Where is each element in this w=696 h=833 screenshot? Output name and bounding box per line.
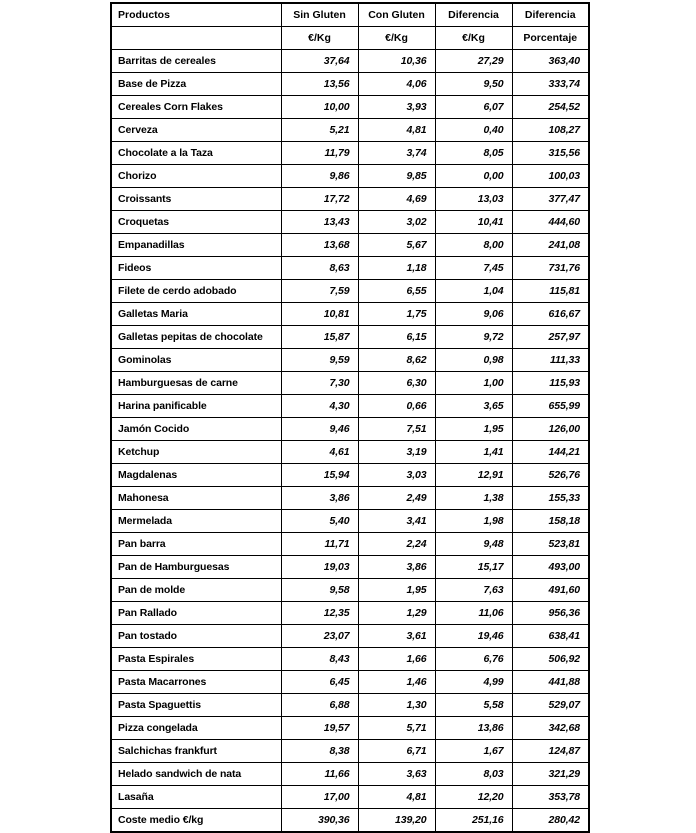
value-cell: 3,61	[358, 625, 435, 648]
table-row	[111, 763, 589, 786]
product-name-cell: Harina panificable	[111, 395, 281, 418]
value-cell: 144,21	[512, 441, 589, 464]
value-cell: 616,67	[512, 303, 589, 326]
value-cell: 124,87	[512, 740, 589, 763]
value-cell: 111,33	[512, 349, 589, 372]
value-cell: 108,27	[512, 119, 589, 142]
value-cell: 638,41	[512, 625, 589, 648]
value-cell: 0,00	[435, 165, 512, 188]
value-cell: 280,42	[512, 809, 589, 833]
value-cell: 6,07	[435, 96, 512, 119]
value-cell: 17,00	[281, 786, 358, 809]
value-cell: 9,72	[435, 326, 512, 349]
column-header-value: €/Kg	[281, 27, 358, 50]
table-total-row	[111, 809, 589, 833]
value-cell: 4,81	[358, 119, 435, 142]
table-row	[111, 257, 589, 280]
value-cell: 0,98	[435, 349, 512, 372]
product-name-cell: Magdalenas	[111, 464, 281, 487]
table-row	[111, 142, 589, 165]
value-cell: 4,61	[281, 441, 358, 464]
value-cell: 1,41	[435, 441, 512, 464]
value-cell: 0,66	[358, 395, 435, 418]
table-row	[111, 372, 589, 395]
value-cell: 4,06	[358, 73, 435, 96]
value-cell: 342,68	[512, 717, 589, 740]
table-row	[111, 464, 589, 487]
value-cell: 13,86	[435, 717, 512, 740]
table-header-row	[111, 3, 589, 27]
product-name-cell: Pan de molde	[111, 579, 281, 602]
value-cell: 3,19	[358, 441, 435, 464]
value-cell: 363,40	[512, 50, 589, 73]
value-cell: 6,15	[358, 326, 435, 349]
value-cell: 390,36	[281, 809, 358, 833]
value-cell: 1,04	[435, 280, 512, 303]
table-header-row	[111, 27, 589, 50]
value-cell: 27,29	[435, 50, 512, 73]
value-cell: 12,35	[281, 602, 358, 625]
table-row	[111, 73, 589, 96]
value-cell: 10,00	[281, 96, 358, 119]
product-name-cell: Pan Rallado	[111, 602, 281, 625]
value-cell: 523,81	[512, 533, 589, 556]
value-cell: 493,00	[512, 556, 589, 579]
value-cell: 5,71	[358, 717, 435, 740]
value-cell: 6,30	[358, 372, 435, 395]
value-cell: 1,30	[358, 694, 435, 717]
table-body	[111, 50, 589, 833]
table-row	[111, 671, 589, 694]
value-cell: 11,66	[281, 763, 358, 786]
value-cell: 10,81	[281, 303, 358, 326]
product-name-cell: Base de Pizza	[111, 73, 281, 96]
value-cell: 7,63	[435, 579, 512, 602]
value-cell: 9,48	[435, 533, 512, 556]
value-cell: 15,17	[435, 556, 512, 579]
product-name-cell: Cerveza	[111, 119, 281, 142]
value-cell: 956,36	[512, 602, 589, 625]
value-cell: 506,92	[512, 648, 589, 671]
value-cell: 6,88	[281, 694, 358, 717]
value-cell: 115,81	[512, 280, 589, 303]
value-cell: 9,46	[281, 418, 358, 441]
value-cell: 8,03	[435, 763, 512, 786]
table-head	[111, 3, 589, 50]
product-name-cell: Pasta Spaguettis	[111, 694, 281, 717]
column-header-value: Porcentaje	[512, 27, 589, 50]
table-row	[111, 96, 589, 119]
table-row	[111, 326, 589, 349]
product-name-cell: Pasta Macarrones	[111, 671, 281, 694]
value-cell: 12,20	[435, 786, 512, 809]
product-name-cell: Galletas Maria	[111, 303, 281, 326]
value-cell: 5,67	[358, 234, 435, 257]
value-cell: 3,41	[358, 510, 435, 533]
value-cell: 155,33	[512, 487, 589, 510]
value-cell: 13,56	[281, 73, 358, 96]
value-cell: 15,87	[281, 326, 358, 349]
value-cell: 5,21	[281, 119, 358, 142]
value-cell: 19,57	[281, 717, 358, 740]
value-cell: 8,43	[281, 648, 358, 671]
value-cell: 37,64	[281, 50, 358, 73]
value-cell: 241,08	[512, 234, 589, 257]
value-cell: 4,30	[281, 395, 358, 418]
value-cell: 7,45	[435, 257, 512, 280]
product-name-cell: Mahonesa	[111, 487, 281, 510]
value-cell: 9,50	[435, 73, 512, 96]
product-name-cell: Gominolas	[111, 349, 281, 372]
value-cell: 11,79	[281, 142, 358, 165]
value-cell: 7,51	[358, 418, 435, 441]
product-name-cell: Cereales Corn Flakes	[111, 96, 281, 119]
value-cell: 3,65	[435, 395, 512, 418]
value-cell: 8,38	[281, 740, 358, 763]
value-cell: 6,55	[358, 280, 435, 303]
column-header-value: Sin Gluten	[281, 3, 358, 27]
product-name-cell: Fideos	[111, 257, 281, 280]
value-cell: 12,91	[435, 464, 512, 487]
value-cell: 257,97	[512, 326, 589, 349]
value-cell: 2,49	[358, 487, 435, 510]
value-cell: 7,30	[281, 372, 358, 395]
value-cell: 15,94	[281, 464, 358, 487]
table-row	[111, 648, 589, 671]
value-cell: 17,72	[281, 188, 358, 211]
value-cell: 3,74	[358, 142, 435, 165]
product-name-cell: Chocolate a la Taza	[111, 142, 281, 165]
product-name-cell: Pasta Espirales	[111, 648, 281, 671]
product-name-cell: Pan de Hamburguesas	[111, 556, 281, 579]
value-cell: 1,18	[358, 257, 435, 280]
value-cell: 321,29	[512, 763, 589, 786]
table-row	[111, 349, 589, 372]
table-row	[111, 50, 589, 73]
value-cell: 11,71	[281, 533, 358, 556]
column-header-value: Diferencia	[435, 3, 512, 27]
table-row	[111, 556, 589, 579]
product-name-cell: Chorizo	[111, 165, 281, 188]
column-header-value: €/Kg	[358, 27, 435, 50]
value-cell: 6,45	[281, 671, 358, 694]
value-cell: 333,74	[512, 73, 589, 96]
column-header-products	[111, 27, 281, 50]
table-row	[111, 717, 589, 740]
table-row	[111, 579, 589, 602]
table-row	[111, 211, 589, 234]
column-header-value: €/Kg	[435, 27, 512, 50]
table-row	[111, 119, 589, 142]
product-name-cell: Coste medio €/kg	[111, 809, 281, 833]
table-row	[111, 188, 589, 211]
value-cell: 377,47	[512, 188, 589, 211]
product-name-cell: Pan tostado	[111, 625, 281, 648]
table-row	[111, 280, 589, 303]
value-cell: 23,07	[281, 625, 358, 648]
table-row	[111, 395, 589, 418]
value-cell: 1,67	[435, 740, 512, 763]
gluten-price-comparison-table	[110, 2, 590, 833]
value-cell: 1,29	[358, 602, 435, 625]
product-name-cell: Hamburguesas de carne	[111, 372, 281, 395]
value-cell: 6,76	[435, 648, 512, 671]
value-cell: 251,16	[435, 809, 512, 833]
value-cell: 10,41	[435, 211, 512, 234]
product-name-cell: Helado sandwich de nata	[111, 763, 281, 786]
table-row	[111, 487, 589, 510]
value-cell: 9,85	[358, 165, 435, 188]
table-row	[111, 234, 589, 257]
value-cell: 115,93	[512, 372, 589, 395]
product-name-cell: Croissants	[111, 188, 281, 211]
price-comparison-table-container	[110, 2, 588, 833]
value-cell: 1,46	[358, 671, 435, 694]
value-cell: 3,86	[358, 556, 435, 579]
value-cell: 353,78	[512, 786, 589, 809]
value-cell: 1,95	[358, 579, 435, 602]
value-cell: 11,06	[435, 602, 512, 625]
value-cell: 13,43	[281, 211, 358, 234]
value-cell: 1,75	[358, 303, 435, 326]
value-cell: 731,76	[512, 257, 589, 280]
value-cell: 8,62	[358, 349, 435, 372]
table-row	[111, 533, 589, 556]
table-row	[111, 303, 589, 326]
value-cell: 6,71	[358, 740, 435, 763]
table-row	[111, 418, 589, 441]
column-header-value: Con Gluten	[358, 3, 435, 27]
value-cell: 5,40	[281, 510, 358, 533]
value-cell: 444,60	[512, 211, 589, 234]
value-cell: 19,46	[435, 625, 512, 648]
value-cell: 9,58	[281, 579, 358, 602]
value-cell: 8,00	[435, 234, 512, 257]
column-header-products: Productos	[111, 3, 281, 27]
value-cell: 139,20	[358, 809, 435, 833]
table-row	[111, 625, 589, 648]
value-cell: 529,07	[512, 694, 589, 717]
value-cell: 3,03	[358, 464, 435, 487]
value-cell: 526,76	[512, 464, 589, 487]
table-row	[111, 510, 589, 533]
value-cell: 4,99	[435, 671, 512, 694]
value-cell: 1,38	[435, 487, 512, 510]
value-cell: 1,95	[435, 418, 512, 441]
product-name-cell: Filete de cerdo adobado	[111, 280, 281, 303]
value-cell: 5,58	[435, 694, 512, 717]
value-cell: 126,00	[512, 418, 589, 441]
value-cell: 1,98	[435, 510, 512, 533]
product-name-cell: Croquetas	[111, 211, 281, 234]
table-row	[111, 602, 589, 625]
value-cell: 3,63	[358, 763, 435, 786]
value-cell: 100,03	[512, 165, 589, 188]
value-cell: 13,03	[435, 188, 512, 211]
product-name-cell: Lasaña	[111, 786, 281, 809]
product-name-cell: Jamón Cocido	[111, 418, 281, 441]
product-name-cell: Salchichas frankfurt	[111, 740, 281, 763]
value-cell: 9,86	[281, 165, 358, 188]
value-cell: 655,99	[512, 395, 589, 418]
value-cell: 8,05	[435, 142, 512, 165]
value-cell: 4,81	[358, 786, 435, 809]
value-cell: 491,60	[512, 579, 589, 602]
value-cell: 9,06	[435, 303, 512, 326]
table-row	[111, 740, 589, 763]
table-row	[111, 165, 589, 188]
value-cell: 9,59	[281, 349, 358, 372]
value-cell: 158,18	[512, 510, 589, 533]
value-cell: 3,93	[358, 96, 435, 119]
value-cell: 7,59	[281, 280, 358, 303]
column-header-value: Diferencia	[512, 3, 589, 27]
value-cell: 315,56	[512, 142, 589, 165]
table-row	[111, 441, 589, 464]
product-name-cell: Pan barra	[111, 533, 281, 556]
product-name-cell: Empanadillas	[111, 234, 281, 257]
product-name-cell: Ketchup	[111, 441, 281, 464]
table-row	[111, 786, 589, 809]
value-cell: 19,03	[281, 556, 358, 579]
product-name-cell: Pizza congelada	[111, 717, 281, 740]
value-cell: 0,40	[435, 119, 512, 142]
value-cell: 441,88	[512, 671, 589, 694]
value-cell: 8,63	[281, 257, 358, 280]
value-cell: 13,68	[281, 234, 358, 257]
product-name-cell: Barritas de cereales	[111, 50, 281, 73]
value-cell: 1,66	[358, 648, 435, 671]
product-name-cell: Mermelada	[111, 510, 281, 533]
value-cell: 1,00	[435, 372, 512, 395]
value-cell: 254,52	[512, 96, 589, 119]
value-cell: 2,24	[358, 533, 435, 556]
value-cell: 10,36	[358, 50, 435, 73]
product-name-cell: Galletas pepitas de chocolate	[111, 326, 281, 349]
value-cell: 3,02	[358, 211, 435, 234]
value-cell: 3,86	[281, 487, 358, 510]
value-cell: 4,69	[358, 188, 435, 211]
table-row	[111, 694, 589, 717]
